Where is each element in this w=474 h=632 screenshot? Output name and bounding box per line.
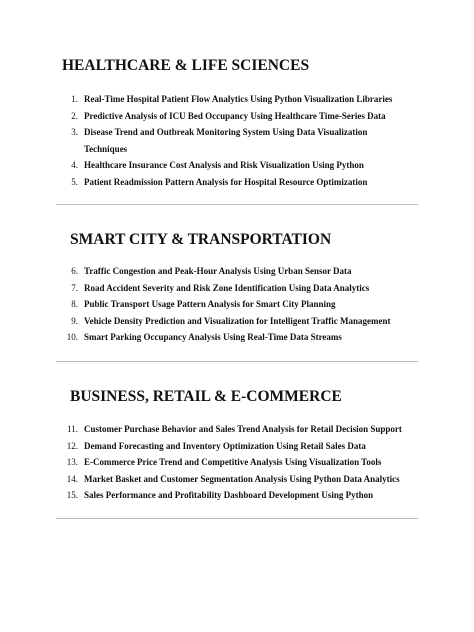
section-title: SMART CITY & TRANSPORTATION	[70, 231, 332, 248]
item-number: 9.	[71, 315, 78, 326]
list-item	[0, 91, 474, 108]
list-item	[0, 471, 474, 488]
item-number: 12.	[66, 440, 78, 451]
item-text: E-Commerce Price Trend and Competitive Analysis Using Visualization Tools	[84, 457, 382, 467]
item-list	[0, 421, 474, 504]
list-item	[0, 438, 474, 455]
list-item	[0, 487, 474, 504]
item-text: Sales Performance and Profitability Dashboard Development Using Python	[84, 490, 374, 500]
section-title: HEALTHCARE & LIFE SCIENCES	[62, 57, 310, 74]
list-item	[0, 313, 474, 330]
list-item	[0, 174, 474, 191]
item-list	[0, 91, 474, 190]
item-text: Traffic Congestion and Peak-Hour Analysis Using Urban Sensor Data	[84, 266, 352, 276]
item-number: 3.	[71, 127, 78, 137]
list-item	[0, 263, 474, 280]
item-number: 15.	[66, 490, 78, 500]
list-item	[0, 454, 474, 471]
item-number: 11.	[67, 424, 78, 434]
list-item	[0, 124, 474, 157]
item-text: Road Accident Severity and Risk Zone Identification Using Data Analytics	[84, 282, 370, 293]
item-list	[0, 263, 474, 346]
item-text: Demand Forecasting and Inventory Optimization Using Retail Sales Data	[84, 440, 366, 451]
list-item	[0, 329, 474, 346]
item-number: 10.	[66, 332, 78, 342]
item-text: Healthcare Insurance Cost Analysis and Risk Visualization Using Python	[84, 160, 364, 170]
item-text: Customer Purchase Behavior and Sales Trend Analysis for Retail Decision Support	[84, 424, 402, 434]
item-number: 7.	[71, 282, 78, 293]
item-text: Disease Trend and Outbreak Monitoring System Using Data Visualization Techniques	[84, 127, 368, 154]
section-divider	[56, 361, 418, 362]
item-number: 4.	[71, 160, 78, 170]
item-text: Predictive Analysis of ICU Bed Occupancy Using Healthcare Time-Series Data	[84, 110, 386, 121]
item-number: 1.	[71, 94, 78, 104]
item-text: Public Transport Usage Pattern Analysis for Smart City Planning	[84, 299, 336, 309]
section-divider	[56, 204, 418, 205]
item-number: 5.	[71, 176, 78, 187]
section-title: BUSINESS, RETAIL & E-COMMERCE	[70, 388, 342, 405]
item-text: Smart Parking Occupancy Analysis Using Real-Time Data Streams	[84, 332, 342, 342]
item-number: 13.	[66, 457, 78, 467]
item-number: 2.	[71, 110, 78, 121]
item-number: 6.	[71, 266, 78, 276]
item-number: 14.	[66, 473, 78, 484]
item-number: 8.	[71, 299, 78, 309]
item-text: Patient Readmission Pattern Analysis for Hospital Resource Optimization	[84, 176, 368, 187]
list-item	[0, 296, 474, 313]
section-divider	[56, 518, 418, 519]
item-text: Market Basket and Customer Segmentation Analysis Using Python Data Analytics	[84, 473, 400, 484]
item-text: Vehicle Density Prediction and Visualization for Intelligent Traffic Management	[84, 315, 391, 326]
list-item	[0, 157, 474, 174]
list-item	[0, 280, 474, 297]
list-item	[0, 108, 474, 125]
item-text: Real-Time Hospital Patient Flow Analytics Using Python Visualization Libraries	[84, 94, 393, 104]
list-item	[0, 421, 474, 438]
